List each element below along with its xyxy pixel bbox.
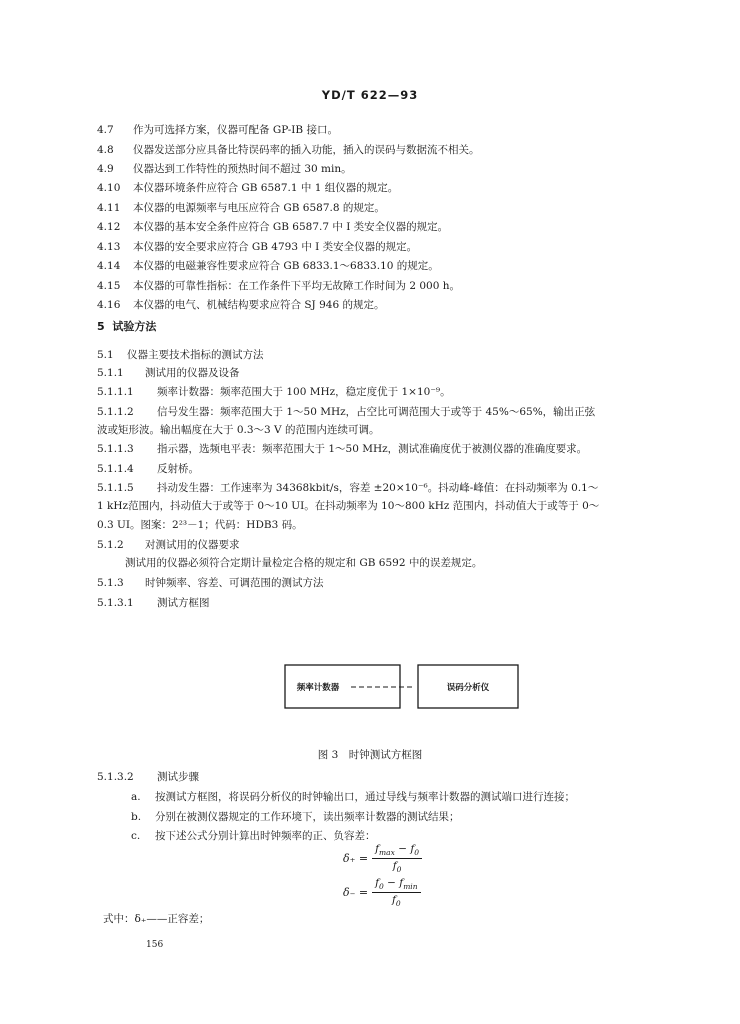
clause-line (97, 596, 210, 610)
clause-text: 作为可选择方案，仪器可配备 GP-IB 接口。 (133, 124, 338, 136)
clause-line (97, 405, 595, 419)
clause-number: 5.1.3.2 (97, 771, 134, 783)
clause-line (97, 201, 385, 215)
symbol: f (375, 877, 380, 889)
clause-number: 5.1.1.5 (97, 482, 134, 494)
clause-text: 时钟频率、容差、可调范围的测试方法 (145, 577, 324, 589)
clause-number: 5.1 (97, 349, 114, 361)
formula-negative-tolerance (343, 877, 421, 908)
symbol: f (392, 894, 396, 907)
fraction (372, 843, 422, 874)
clause-number: 4.16 (97, 299, 121, 311)
numerator (372, 843, 422, 859)
numerator (372, 877, 420, 893)
clause-text: 对测试用的仪器要求 (145, 539, 240, 551)
formula-lhs: δ₊ = (343, 852, 369, 866)
clause-line (97, 576, 324, 590)
where-text: 式中：δ₊——正容差； (103, 913, 210, 925)
clause-number: 4.15 (97, 280, 121, 292)
clause-line (97, 481, 598, 495)
step-text: 按测试方框图，将误码分析仪的时钟输出口，通过导线与频率计数器的测试端口进行连接； (155, 791, 575, 803)
symbol: − f (394, 843, 415, 855)
symbol: − f (383, 877, 404, 889)
clause-line (125, 556, 482, 570)
clause-text: 测试方框图 (157, 597, 210, 609)
clause-line (97, 462, 199, 476)
clause-line (97, 279, 460, 293)
step-text: 按下述公式分别计算出时钟频率的正、负容差： (155, 830, 376, 842)
clause-line (97, 143, 480, 157)
step-item (131, 829, 376, 843)
formula-positive-tolerance (343, 843, 422, 874)
clause-number: 5.1.1.2 (97, 406, 134, 418)
clause-text: 波或矩形波。输出幅度在大于 0.3～3 V 的范围内连续可调。 (97, 424, 380, 436)
error-analyzer-label: 误码分析仪 (446, 683, 490, 693)
clause-number: 4.13 (97, 241, 121, 253)
clause-text: 反射桥。 (157, 463, 199, 475)
clause-line (97, 423, 379, 437)
step-label: a. (131, 791, 141, 803)
step-item (131, 790, 575, 804)
clause-number: 5.1.3 (97, 577, 124, 589)
section-5-title (97, 320, 156, 334)
clause-line (97, 348, 264, 362)
subscript: max (379, 848, 395, 858)
clause-line (97, 240, 417, 254)
clause-line (97, 366, 240, 380)
clause-text: 仪器达到工作特性的预热时间不超过 30 min。 (133, 163, 352, 175)
clause-text: 指示器，选频电平表：频率范围大于 1～50 MHz，测试准确度优于被测仪器的准确度要求。 (157, 443, 588, 455)
clause-number: 4.10 (97, 182, 121, 194)
denominator (393, 859, 402, 874)
clause-text: 频率计数器：频率范围大于 100 MHz，稳定度优于 1×10⁻⁹。 (157, 386, 451, 398)
clause-line (97, 385, 451, 399)
clause-line (97, 538, 240, 552)
clause-text: 测试用的仪器及设备 (145, 367, 240, 379)
clause-number: 5.1.3.1 (97, 597, 134, 609)
step-label: c. (131, 830, 141, 842)
clause-text: 本仪器环境条件应符合 GB 6587.1 中 1 组仪器的规定。 (133, 182, 399, 194)
clause-line (97, 298, 384, 312)
clause-number: 5.1.1.1 (97, 386, 134, 398)
subscript: min (403, 882, 418, 892)
clause-text: 仪器发送部分应具备比特误码率的插入功能，插入的误码与数据流不相关。 (133, 144, 480, 156)
clause-line (97, 123, 338, 137)
subscript: 0 (379, 882, 384, 892)
formula-lhs: δ₋ = (343, 886, 369, 900)
clause-line (97, 499, 599, 513)
step-label: b. (131, 811, 142, 823)
clause-number: 5.1.1.3 (97, 443, 134, 455)
clause-text: 本仪器的安全要求应符合 GB 4793 中 I 类安全仪器的规定。 (133, 241, 418, 253)
clause-text: 测试步骤 (157, 771, 199, 783)
clause-number: 4.12 (97, 221, 121, 233)
figure-caption: 图 3 时钟测试方框图 (317, 749, 423, 761)
subscript: 0 (414, 848, 420, 858)
clause-number: 4.7 (97, 124, 114, 136)
subscript: 0 (396, 865, 402, 875)
step-text: 分别在被测仪器规定的工作环境下，读出频率计数器的测试结果； (155, 811, 460, 823)
clause-line (97, 220, 448, 234)
clause-text: 测试用的仪器必须符合定期计量检定合格的规定和 GB 6592 中的误差规定。 (125, 557, 483, 569)
section-title: 试验方法 (112, 320, 157, 333)
clause-number: 5.1.1.4 (97, 463, 134, 475)
symbol: f (392, 860, 397, 873)
clause-number: 4.14 (97, 260, 121, 272)
clause-text: 仪器主要技术指标的测试方法 (127, 349, 264, 361)
clause-text: 本仪器的电源频率与电压应符合 GB 6587.8 的规定。 (133, 202, 385, 214)
clause-text: 本仪器的可靠性指标：在工作条件下平均无故障工作时间为 2 000 h。 (133, 280, 460, 292)
clause-number: 5.1.2 (97, 539, 124, 551)
clause-text: 本仪器的基本安全条件应符合 GB 6587.7 中 I 类安全仪器的规定。 (133, 221, 449, 233)
clause-line (97, 518, 303, 532)
denominator (392, 893, 401, 908)
clause-text: 抖动发生器：工作速率为 34368kbit/s，容差 ±20×10⁻⁶。抖动峰-峰值：在抖动频率为 0.1～ (157, 482, 599, 494)
page-number: 156 (146, 940, 164, 950)
clause-number: 4.11 (97, 202, 121, 214)
clause-line (97, 162, 352, 176)
clause-text: 本仪器的电磁兼容性要求应符合 GB 6833.1～6833.10 的规定。 (133, 260, 439, 272)
clause-text: 1 kHz范围内，抖动值大于或等于 0～10 UI。在抖动频率为 10～800 kHz 范围内，抖动值大于或等于 0～ (97, 500, 600, 512)
symbol: f (375, 843, 380, 855)
step-item (131, 810, 460, 824)
subscript: 0 (395, 899, 401, 909)
clause-line (97, 442, 587, 456)
clause-text: 本仪器的电气、机械结构要求应符合 SJ 946 的规定。 (133, 299, 385, 311)
clause-line (97, 181, 398, 195)
page-header: YD/T 622—93 (321, 88, 419, 102)
clause-text: 信号发生器：频率范围大于 1～50 MHz，占空比可调范围大于或等于 45%～65%，输出正弦 (157, 406, 596, 418)
fraction (372, 877, 420, 908)
section-number: 5 (97, 320, 105, 333)
clause-number: 5.1.1 (97, 367, 124, 379)
clause-text: 0.3 UI。图案：2²³－1；代码：HDB3 码。 (97, 519, 303, 531)
steps-title (97, 770, 199, 784)
clause-number: 4.9 (97, 163, 114, 175)
frequency-counter-label: 频率计数器 (296, 683, 340, 693)
clause-number: 4.8 (97, 144, 114, 156)
clause-line (97, 259, 439, 273)
